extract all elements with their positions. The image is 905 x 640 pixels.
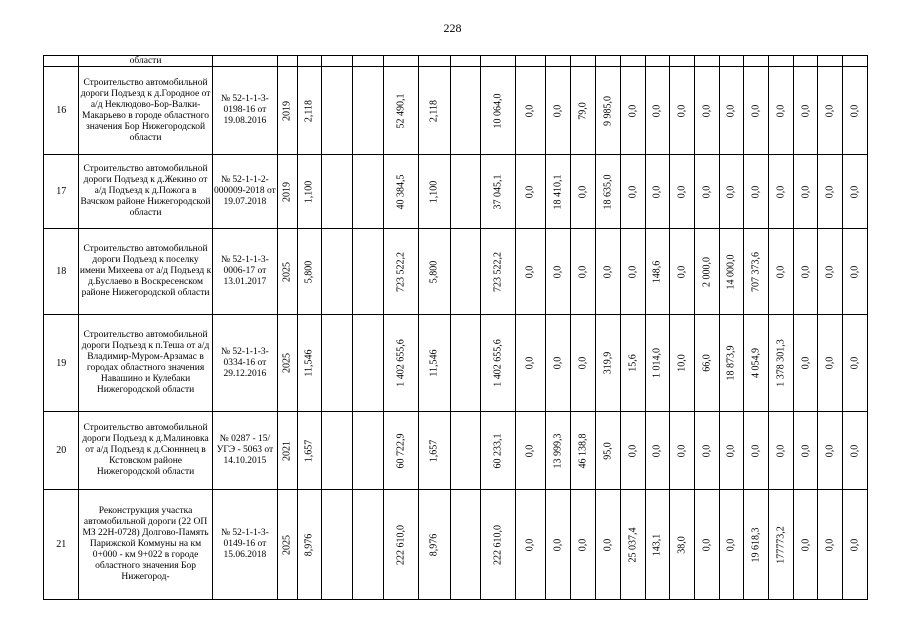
value-cell bbox=[515, 155, 545, 229]
value-cell bbox=[418, 229, 450, 315]
value-text: 25 037,4 bbox=[627, 527, 639, 562]
value-cell bbox=[719, 229, 744, 315]
value-cell bbox=[793, 229, 818, 315]
expertise-document: № 52-1-1-3-0198-16 от 19.08.2016 bbox=[212, 67, 278, 155]
value-text: 0,0 bbox=[725, 538, 737, 551]
empty-cell bbox=[322, 229, 353, 315]
empty-cell bbox=[719, 56, 744, 67]
value-cell bbox=[571, 315, 596, 412]
value-cell bbox=[620, 67, 645, 155]
value-cell bbox=[297, 155, 322, 229]
value-cell bbox=[481, 67, 515, 155]
value-text: 0,0 bbox=[800, 185, 812, 198]
value-cell bbox=[744, 412, 769, 490]
value-cell bbox=[843, 155, 868, 229]
value-cell bbox=[670, 67, 695, 155]
value-text: 1,100 bbox=[303, 180, 315, 203]
empty-cell bbox=[322, 155, 353, 229]
continuation-row bbox=[44, 56, 868, 67]
value-text: 0,0 bbox=[552, 104, 564, 117]
value-cell bbox=[843, 229, 868, 315]
value-cell bbox=[620, 155, 645, 229]
row-number: 17 bbox=[44, 155, 79, 229]
value-cell bbox=[596, 315, 621, 412]
value-text: 1,100 bbox=[428, 180, 440, 203]
row-number: 18 bbox=[44, 229, 79, 315]
value-text: 0,0 bbox=[701, 538, 713, 551]
value-text: 0,0 bbox=[627, 444, 639, 457]
value-cell bbox=[645, 315, 670, 412]
value-text: 0,0 bbox=[800, 265, 812, 278]
value-cell bbox=[818, 490, 843, 600]
row-number: 19 bbox=[44, 315, 79, 412]
value-cell bbox=[694, 315, 719, 412]
value-text: 0,0 bbox=[750, 185, 762, 198]
value-cell bbox=[694, 155, 719, 229]
value-text: 2 000,0 bbox=[701, 256, 713, 287]
empty-cell bbox=[769, 56, 794, 67]
value-text: 0,0 bbox=[577, 265, 589, 278]
value-cell bbox=[596, 490, 621, 600]
value-cell bbox=[719, 67, 744, 155]
row-number: 20 bbox=[44, 412, 79, 490]
value-cell bbox=[670, 315, 695, 412]
value-cell bbox=[384, 155, 418, 229]
value-text: 0,0 bbox=[524, 356, 536, 370]
empty-cell bbox=[451, 155, 481, 229]
value-cell bbox=[384, 67, 418, 155]
value-text: 0,0 bbox=[524, 104, 536, 117]
value-cell bbox=[694, 412, 719, 490]
value-text: 10 064,0 bbox=[492, 93, 504, 128]
value-cell bbox=[571, 155, 596, 229]
value-cell bbox=[515, 315, 545, 412]
value-text: 0,0 bbox=[524, 444, 536, 457]
object-name: Строительство автомобильной дороги Подъезд к поселку имени Михеева от а/д Подъезд к д.Буслаево в Воскресенском районе Нижегородской области bbox=[79, 229, 212, 315]
value-cell bbox=[719, 490, 744, 600]
value-text: 18 873,9 bbox=[725, 345, 737, 381]
value-text: 0,0 bbox=[524, 185, 536, 198]
value-text: 1 402 655,6 bbox=[395, 339, 407, 387]
value-cell bbox=[515, 412, 545, 490]
empty-cell bbox=[322, 67, 353, 155]
value-text: 0,0 bbox=[775, 265, 787, 278]
continuation-text: области bbox=[79, 56, 212, 67]
expertise-document: № 52-1-1-2-000009-2018 от 19.07.2018 bbox=[212, 155, 278, 229]
value-text: 13 999,3 bbox=[552, 433, 564, 468]
empty-cell bbox=[596, 56, 621, 67]
empty-cell bbox=[297, 56, 322, 67]
value-text: 0,0 bbox=[849, 538, 861, 551]
expertise-document: № 0287 - 15/УГЭ - 5063 от 14.10.2015 bbox=[212, 412, 278, 490]
value-text: 0,0 bbox=[701, 185, 713, 198]
value-text: 5,800 bbox=[428, 260, 440, 283]
empty-cell bbox=[353, 490, 384, 600]
empty-cell bbox=[694, 56, 719, 67]
value-cell bbox=[418, 155, 450, 229]
empty-cell bbox=[451, 412, 481, 490]
empty-cell bbox=[384, 56, 418, 67]
value-cell bbox=[278, 155, 297, 229]
empty-cell bbox=[353, 315, 384, 412]
value-cell bbox=[843, 490, 868, 600]
value-text: 10,0 bbox=[676, 354, 688, 372]
value-cell bbox=[297, 315, 322, 412]
value-cell bbox=[384, 412, 418, 490]
value-text: 1 402 655,6 bbox=[492, 339, 504, 387]
value-text: 0,0 bbox=[824, 185, 836, 198]
value-text: 0,0 bbox=[651, 104, 663, 117]
value-text: 148,6 bbox=[651, 260, 663, 283]
value-text: 0,0 bbox=[577, 356, 589, 370]
value-text: 66,0 bbox=[701, 354, 713, 372]
empty-cell bbox=[322, 412, 353, 490]
value-text: 0,0 bbox=[800, 444, 812, 457]
value-text: 5,800 bbox=[303, 260, 315, 283]
value-cell bbox=[545, 315, 571, 412]
value-cell bbox=[793, 412, 818, 490]
empty-cell bbox=[481, 56, 515, 67]
value-cell bbox=[670, 229, 695, 315]
value-text: 19 618,3 bbox=[750, 527, 762, 562]
object-name: Строительство автомобильной дороги Подъезд к п.Теша от а/д Владимир-Муром-Арзамас в городах областного значения Навашино и Кулебаки Нижегородской области bbox=[79, 315, 212, 412]
value-cell bbox=[571, 412, 596, 490]
value-text: 9 985,0 bbox=[602, 95, 614, 126]
value-text: 0,0 bbox=[602, 538, 614, 551]
empty-cell bbox=[451, 315, 481, 412]
value-text: 0,0 bbox=[824, 444, 836, 457]
value-cell bbox=[645, 155, 670, 229]
value-cell bbox=[694, 490, 719, 600]
empty-cell bbox=[744, 56, 769, 67]
value-cell bbox=[384, 490, 418, 600]
value-cell bbox=[769, 67, 794, 155]
empty-cell bbox=[353, 155, 384, 229]
value-text: 0,0 bbox=[849, 185, 861, 198]
value-cell bbox=[818, 155, 843, 229]
value-text: 0,0 bbox=[651, 185, 663, 198]
value-text: 4 054,9 bbox=[750, 348, 762, 378]
table-row bbox=[44, 155, 868, 229]
value-cell bbox=[620, 490, 645, 600]
value-cell bbox=[793, 67, 818, 155]
value-cell bbox=[645, 490, 670, 600]
value-cell bbox=[645, 412, 670, 490]
value-cell bbox=[481, 229, 515, 315]
value-text: 8,976 bbox=[303, 533, 315, 556]
value-text: 0,0 bbox=[775, 104, 787, 117]
empty-cell bbox=[451, 229, 481, 315]
table-row bbox=[44, 490, 868, 600]
value-text: 0,0 bbox=[849, 356, 861, 370]
value-cell bbox=[545, 412, 571, 490]
empty-cell bbox=[44, 56, 79, 67]
value-cell bbox=[596, 67, 621, 155]
value-text: 0,0 bbox=[849, 444, 861, 457]
value-text: 0,0 bbox=[524, 538, 536, 551]
value-cell bbox=[818, 315, 843, 412]
value-text: 1,657 bbox=[303, 439, 315, 462]
value-cell bbox=[515, 490, 545, 600]
value-cell bbox=[793, 315, 818, 412]
value-text: 79,0 bbox=[577, 101, 589, 120]
value-cell bbox=[769, 315, 794, 412]
row-number: 21 bbox=[44, 490, 79, 600]
value-cell bbox=[515, 67, 545, 155]
value-text: 2,118 bbox=[303, 99, 315, 122]
value-cell bbox=[744, 490, 769, 600]
value-text: 60 722,9 bbox=[395, 433, 407, 468]
value-text: 0,0 bbox=[849, 104, 861, 117]
value-text: 8,976 bbox=[428, 533, 440, 556]
value-text: 18 635,0 bbox=[602, 174, 614, 209]
value-cell bbox=[515, 229, 545, 315]
value-cell bbox=[596, 229, 621, 315]
value-text: 52 490,1 bbox=[395, 93, 407, 128]
value-text: 0,0 bbox=[800, 104, 812, 117]
empty-cell bbox=[515, 56, 545, 67]
value-cell bbox=[384, 315, 418, 412]
value-text: 0,0 bbox=[602, 265, 614, 278]
empty-cell bbox=[353, 229, 384, 315]
value-cell bbox=[278, 229, 297, 315]
value-text: 0,0 bbox=[627, 104, 639, 117]
empty-cell bbox=[451, 67, 481, 155]
expertise-document: № 52-1-1-3-0149-16 от 15.06.2018 bbox=[212, 490, 278, 600]
page-number: 228 bbox=[443, 21, 462, 35]
value-text: 0,0 bbox=[750, 104, 762, 117]
empty-cell bbox=[818, 56, 843, 67]
value-cell bbox=[481, 490, 515, 600]
value-cell bbox=[418, 490, 450, 600]
value-cell bbox=[545, 155, 571, 229]
value-cell bbox=[418, 315, 450, 412]
object-name: Строительство автомобильной дороги Подъезд к д.Жекино от а/д Подъезд к д.Пожога в Вачском районе Нижегородской области bbox=[79, 155, 212, 229]
value-cell bbox=[744, 67, 769, 155]
value-cell bbox=[278, 412, 297, 490]
object-name: Реконструкция участка автомобильной дороги (22 ОП МЗ 22Н-0728) Долгово-Память Парижской Коммуны на км 0+000 - км 9+022 в городе областного значения Бор Нижегород- bbox=[79, 490, 212, 600]
value-text: 0,0 bbox=[725, 444, 737, 457]
value-text: 0,0 bbox=[676, 185, 688, 198]
value-text: 18 410,1 bbox=[552, 174, 564, 209]
value-cell bbox=[843, 67, 868, 155]
value-text: 0,0 bbox=[725, 104, 737, 117]
empty-cell bbox=[212, 56, 278, 67]
value-text: 222 610,0 bbox=[395, 524, 407, 565]
value-text: 15,6 bbox=[627, 354, 639, 372]
value-cell bbox=[571, 229, 596, 315]
value-cell bbox=[843, 315, 868, 412]
value-cell bbox=[769, 412, 794, 490]
value-text: 14 000,0 bbox=[725, 254, 737, 289]
value-text: 0,0 bbox=[800, 538, 812, 551]
value-cell bbox=[818, 67, 843, 155]
empty-cell bbox=[620, 56, 645, 67]
value-cell bbox=[481, 315, 515, 412]
value-text: 0,0 bbox=[824, 538, 836, 551]
value-cell bbox=[769, 490, 794, 600]
value-cell bbox=[297, 229, 322, 315]
value-text: 0,0 bbox=[552, 356, 564, 370]
value-text: 2019 bbox=[281, 181, 293, 202]
value-cell bbox=[645, 229, 670, 315]
value-cell bbox=[694, 229, 719, 315]
value-text: 2021 bbox=[281, 440, 293, 461]
table-row bbox=[44, 412, 868, 490]
value-text: 95,0 bbox=[602, 441, 614, 460]
empty-cell bbox=[670, 56, 695, 67]
value-cell bbox=[719, 155, 744, 229]
value-cell bbox=[793, 155, 818, 229]
value-text: 46 138,8 bbox=[577, 433, 589, 468]
value-cell bbox=[278, 490, 297, 600]
empty-cell bbox=[571, 56, 596, 67]
value-text: 0,0 bbox=[577, 538, 589, 551]
value-cell bbox=[670, 155, 695, 229]
value-text: 0,0 bbox=[627, 185, 639, 198]
value-text: 0,0 bbox=[750, 444, 762, 457]
empty-cell bbox=[645, 56, 670, 67]
value-cell bbox=[278, 67, 297, 155]
value-text: 0,0 bbox=[552, 265, 564, 278]
value-cell bbox=[793, 490, 818, 600]
value-cell bbox=[769, 155, 794, 229]
value-text: 222 610,0 bbox=[492, 524, 504, 565]
value-text: 2019 bbox=[281, 100, 293, 121]
value-cell bbox=[481, 412, 515, 490]
value-cell bbox=[719, 412, 744, 490]
value-text: 0,0 bbox=[676, 444, 688, 457]
value-cell bbox=[620, 412, 645, 490]
empty-cell bbox=[793, 56, 818, 67]
empty-cell bbox=[545, 56, 571, 67]
value-text: 0,0 bbox=[577, 185, 589, 198]
table-row bbox=[44, 67, 868, 155]
empty-cell bbox=[322, 56, 353, 67]
empty-cell bbox=[451, 490, 481, 600]
value-cell bbox=[620, 315, 645, 412]
value-text: 2025 bbox=[281, 534, 293, 555]
value-text: 319,9 bbox=[602, 351, 614, 375]
value-cell bbox=[818, 412, 843, 490]
value-text: 2025 bbox=[281, 353, 293, 373]
empty-cell bbox=[322, 315, 353, 412]
value-text: 37 045,1 bbox=[492, 174, 504, 209]
value-cell bbox=[719, 315, 744, 412]
value-text: 0,0 bbox=[676, 104, 688, 117]
value-text: 0,0 bbox=[701, 444, 713, 457]
table-row bbox=[44, 315, 868, 412]
value-cell bbox=[620, 229, 645, 315]
value-text: 0,0 bbox=[824, 356, 836, 370]
value-text: 0,0 bbox=[849, 265, 861, 278]
value-text: 38,0 bbox=[676, 535, 688, 554]
value-cell bbox=[481, 155, 515, 229]
empty-cell bbox=[278, 56, 297, 67]
value-cell bbox=[596, 412, 621, 490]
value-cell bbox=[278, 315, 297, 412]
value-cell bbox=[596, 155, 621, 229]
value-text: 0,0 bbox=[725, 185, 737, 198]
value-cell bbox=[418, 412, 450, 490]
value-cell bbox=[744, 229, 769, 315]
value-text: 2,118 bbox=[428, 99, 440, 122]
empty-cell bbox=[353, 412, 384, 490]
value-text: 2025 bbox=[281, 261, 293, 282]
value-text: 1,657 bbox=[428, 439, 440, 462]
value-text: 0,0 bbox=[824, 104, 836, 117]
value-text: 40 384,5 bbox=[395, 174, 407, 209]
value-text: 0,0 bbox=[775, 444, 787, 457]
value-cell bbox=[670, 490, 695, 600]
value-text: 1 014,0 bbox=[651, 348, 663, 378]
value-text: 1 378 301,3 bbox=[775, 339, 787, 387]
table-row bbox=[44, 229, 868, 315]
empty-cell bbox=[353, 56, 384, 67]
value-text: 0,0 bbox=[676, 265, 688, 278]
value-cell bbox=[744, 155, 769, 229]
value-cell bbox=[545, 229, 571, 315]
value-text: 0,0 bbox=[651, 444, 663, 457]
row-number: 16 bbox=[44, 67, 79, 155]
value-text: 0,0 bbox=[775, 185, 787, 198]
value-cell bbox=[297, 412, 322, 490]
value-cell bbox=[670, 412, 695, 490]
value-cell bbox=[645, 67, 670, 155]
value-cell bbox=[818, 229, 843, 315]
value-cell bbox=[545, 67, 571, 155]
value-text: 723 522,2 bbox=[492, 251, 504, 292]
empty-cell bbox=[322, 490, 353, 600]
empty-cell bbox=[353, 67, 384, 155]
value-text: 0,0 bbox=[552, 538, 564, 551]
empty-cell bbox=[418, 56, 450, 67]
value-text: 11,546 bbox=[303, 349, 315, 377]
value-text: 11,546 bbox=[428, 349, 440, 377]
value-cell bbox=[843, 412, 868, 490]
value-text: 60 233,1 bbox=[492, 433, 504, 468]
value-text: 707 373,6 bbox=[750, 251, 762, 292]
expertise-document: № 52-1-1-3-0334-16 от 29.12.2016 bbox=[212, 315, 278, 412]
objects-table bbox=[43, 55, 868, 600]
expertise-document: № 52-1-1-3-0006-17 от 13.01.2017 bbox=[212, 229, 278, 315]
value-cell bbox=[744, 315, 769, 412]
value-text: 0,0 bbox=[627, 265, 639, 278]
value-cell bbox=[297, 490, 322, 600]
value-cell bbox=[384, 229, 418, 315]
empty-cell bbox=[843, 56, 868, 67]
value-cell bbox=[418, 67, 450, 155]
empty-cell bbox=[451, 56, 481, 67]
value-text: 0,0 bbox=[701, 104, 713, 117]
object-name: Строительство автомобильной дороги Подъезд к д.Городное от а/д Неклюдово-Бор-Валки-Макарьево в городе областного значения Бор Нижегородской области bbox=[79, 67, 212, 155]
value-text: 723 522,2 bbox=[395, 251, 407, 292]
object-name: Строительство автомобильной дороги Подъезд к д.Малиновка от а/д Подъезд к д.Сюнннец в Кстовском районе Нижегородской области bbox=[79, 412, 212, 490]
value-text: 0,0 bbox=[800, 356, 812, 370]
value-cell bbox=[297, 67, 322, 155]
value-cell bbox=[694, 67, 719, 155]
value-text: 0,0 bbox=[524, 265, 536, 278]
value-cell bbox=[769, 229, 794, 315]
value-text: 177773,2 bbox=[775, 525, 787, 564]
value-cell bbox=[545, 490, 571, 600]
value-text: 143,1 bbox=[651, 533, 663, 556]
value-text: 0,0 bbox=[824, 265, 836, 278]
value-cell bbox=[571, 67, 596, 155]
value-cell bbox=[571, 490, 596, 600]
